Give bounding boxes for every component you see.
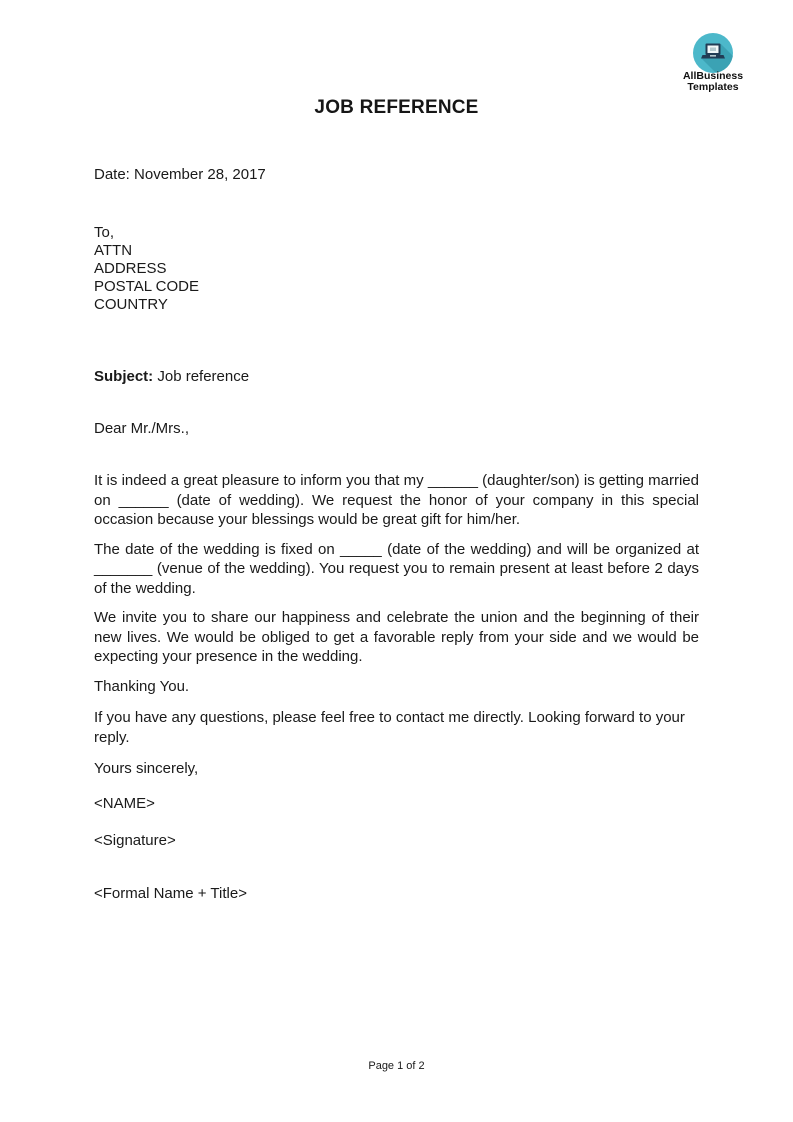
name-placeholder: <NAME>	[94, 794, 155, 812]
date-line: Date: November 28, 2017	[94, 166, 266, 183]
signature-placeholder: <Signature>	[94, 831, 176, 849]
brand-name-line1: AllBusiness	[682, 70, 744, 82]
subject-label: Subject:	[94, 368, 154, 385]
recipient-block	[94, 224, 699, 314]
subject-text: Job reference	[153, 368, 250, 385]
recipient-line-address: ADDRESS	[94, 260, 167, 277]
recipient-line-attn: ATTN	[94, 242, 133, 259]
page-footer: Page 1 of 2	[368, 1060, 425, 1072]
recipient-line-country: COUNTRY	[94, 296, 168, 313]
subject-line	[94, 367, 699, 387]
laptop-icon	[693, 33, 733, 73]
formal-name-placeholder: <Formal Name + Title>	[94, 884, 247, 902]
thanking-line: Thanking You.	[94, 677, 190, 695]
brand-logo	[663, 33, 763, 93]
body-paragraph-3: We invite you to share our happiness and celebrate the union and the beginning of their new lives. We would be obliged to get a favorable reply from your side and we would be expecting your presence in the wedding.	[94, 609, 699, 665]
recipient-line-postal-code: POSTAL CODE	[94, 278, 200, 295]
questions-line: If you have any questions, please feel free to contact me directly. Looking forward to your reply.	[94, 708, 685, 746]
signoff-line: Yours sincerely,	[94, 759, 199, 777]
recipient-line-to: To,	[94, 224, 115, 241]
body-paragraph-2: The date of the wedding is fixed on _____ (date of the wedding) and will be organized at _______ (venue of the wedding). You request you to remain present at least before 2 days of the wedding.	[94, 540, 699, 597]
document-title: JOB REFERENCE	[314, 97, 479, 118]
brand-name-line2: Templates	[687, 81, 739, 93]
brand-name	[663, 71, 763, 93]
salutation: Dear Mr./Mrs.,	[94, 420, 190, 437]
body-paragraph-1: It is indeed a great pleasure to inform you that my ______ (daughter/son) is getting married on ______ (date of wedding). We request the honor of your company in this special occasion because your blessings would be great gift for him/her.	[94, 472, 699, 528]
